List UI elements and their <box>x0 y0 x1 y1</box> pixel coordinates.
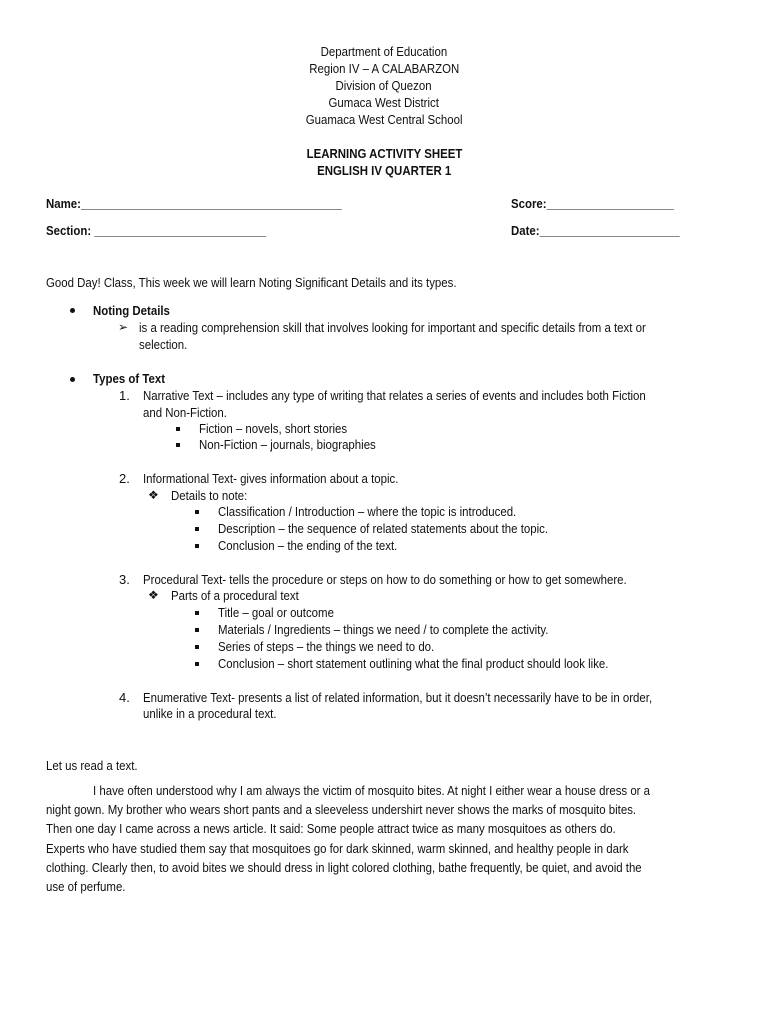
reading-line: Then one day I came across a news article. It said: Some people attract twice as many mosquitoes as others do. <box>46 821 616 836</box>
list-item: Conclusion – short statement outlining what the final product should look like. <box>218 656 609 671</box>
header-line: Department of Education <box>320 44 448 59</box>
list-number: 2. <box>119 471 130 486</box>
arrow-icon: ➢ <box>118 320 129 334</box>
sub-heading: Details to note: <box>171 488 248 503</box>
bullet-dot-icon <box>70 308 75 313</box>
square-bullet-icon <box>176 443 180 447</box>
name-field[interactable]: Name:_________________________________________ <box>46 196 342 211</box>
noting-definition-line: is a reading comprehension skill that involves looking for important and specific details from a text or <box>139 320 646 335</box>
reading-line: use of perfume. <box>46 879 126 894</box>
header-line: Division of Quezon <box>335 78 433 93</box>
header-line: Guamaca West Central School <box>305 112 463 127</box>
title-line-1: LEARNING ACTIVITY SHEET <box>306 146 462 161</box>
section-field[interactable]: Section: ___________________________ <box>46 223 267 238</box>
list-item: Materials / Ingredients – things we need / to complete the activity. <box>218 622 549 637</box>
intro-text: Good Day! Class, This week we will learn Noting Significant Details and its types. <box>46 275 457 290</box>
list-number: 4. <box>119 690 130 705</box>
list-number: 1. <box>119 388 130 403</box>
list-item: Classification / Introduction – where the topic is introduced. <box>218 504 517 519</box>
header <box>0 43 768 128</box>
informational-text-line: Informational Text- gives information about a topic. <box>143 471 399 486</box>
square-bullet-icon <box>176 427 180 431</box>
square-bullet-icon <box>195 611 199 615</box>
diamond-bullet-icon: ❖ <box>148 588 159 602</box>
reading-line: Experts who have studied them say that mosquitoes go for dark skinned, warm skinned, and healthy people in dark <box>46 841 629 856</box>
narrative-text-line: and Non-Fiction. <box>143 405 227 420</box>
square-bullet-icon <box>195 544 199 548</box>
procedural-text-line: Procedural Text- tells the procedure or steps on how to do something or how to get somewhere. <box>143 572 627 587</box>
noting-definition-line: selection. <box>139 337 188 352</box>
header-line: Gumaca West District <box>328 95 440 110</box>
reading-line: night gown. My brother who wears short pants and a sleeveless undershirt never shows the marks of mosquito bites. <box>46 802 637 817</box>
reading-line: clothing. Clearly then, to avoid bites we should dress in light colored clothing, bathe frequently, be quiet, and avoid the <box>46 860 642 875</box>
sub-heading: Parts of a procedural text <box>171 588 299 603</box>
score-field[interactable]: Score:____________________ <box>511 196 674 211</box>
list-item: Conclusion – the ending of the text. <box>218 538 398 553</box>
list-number: 3. <box>119 572 130 587</box>
square-bullet-icon <box>195 662 199 666</box>
diamond-bullet-icon: ❖ <box>148 488 159 502</box>
enumerative-text-line: Enumerative Text- presents a list of related information, but it doesn’t necessarily have to be in order, <box>143 690 653 705</box>
reading-line: I have often understood why I am always the victim of mosquito bites. At night I either wear a house dress or a <box>93 783 651 798</box>
types-heading: Types of Text <box>93 371 166 386</box>
reading-intro: Let us read a text. <box>46 758 138 773</box>
bullet-dot-icon <box>70 377 75 382</box>
narrative-text-line: Narrative Text – includes any type of writing that relates a series of events and includes both Fiction <box>143 388 646 403</box>
title-line-2: ENGLISH IV QUARTER 1 <box>316 163 452 178</box>
square-bullet-icon <box>195 628 199 632</box>
header-line: Region IV – A CALABARZON <box>308 61 460 76</box>
list-item: Series of steps – the things we need to do. <box>218 639 435 654</box>
list-item: Title – goal or outcome <box>218 605 334 620</box>
square-bullet-icon <box>195 527 199 531</box>
noting-heading: Noting Details <box>93 303 170 318</box>
list-item: Fiction – novels, short stories <box>199 421 348 436</box>
list-item: Non-Fiction – journals, biographies <box>199 437 376 452</box>
enumerative-text-line: unlike in a procedural text. <box>143 706 277 721</box>
sheet-title <box>0 145 768 179</box>
square-bullet-icon <box>195 645 199 649</box>
list-item: Description – the sequence of related statements about the topic. <box>218 521 549 536</box>
square-bullet-icon <box>195 510 199 514</box>
date-field[interactable]: Date:______________________ <box>511 223 680 238</box>
